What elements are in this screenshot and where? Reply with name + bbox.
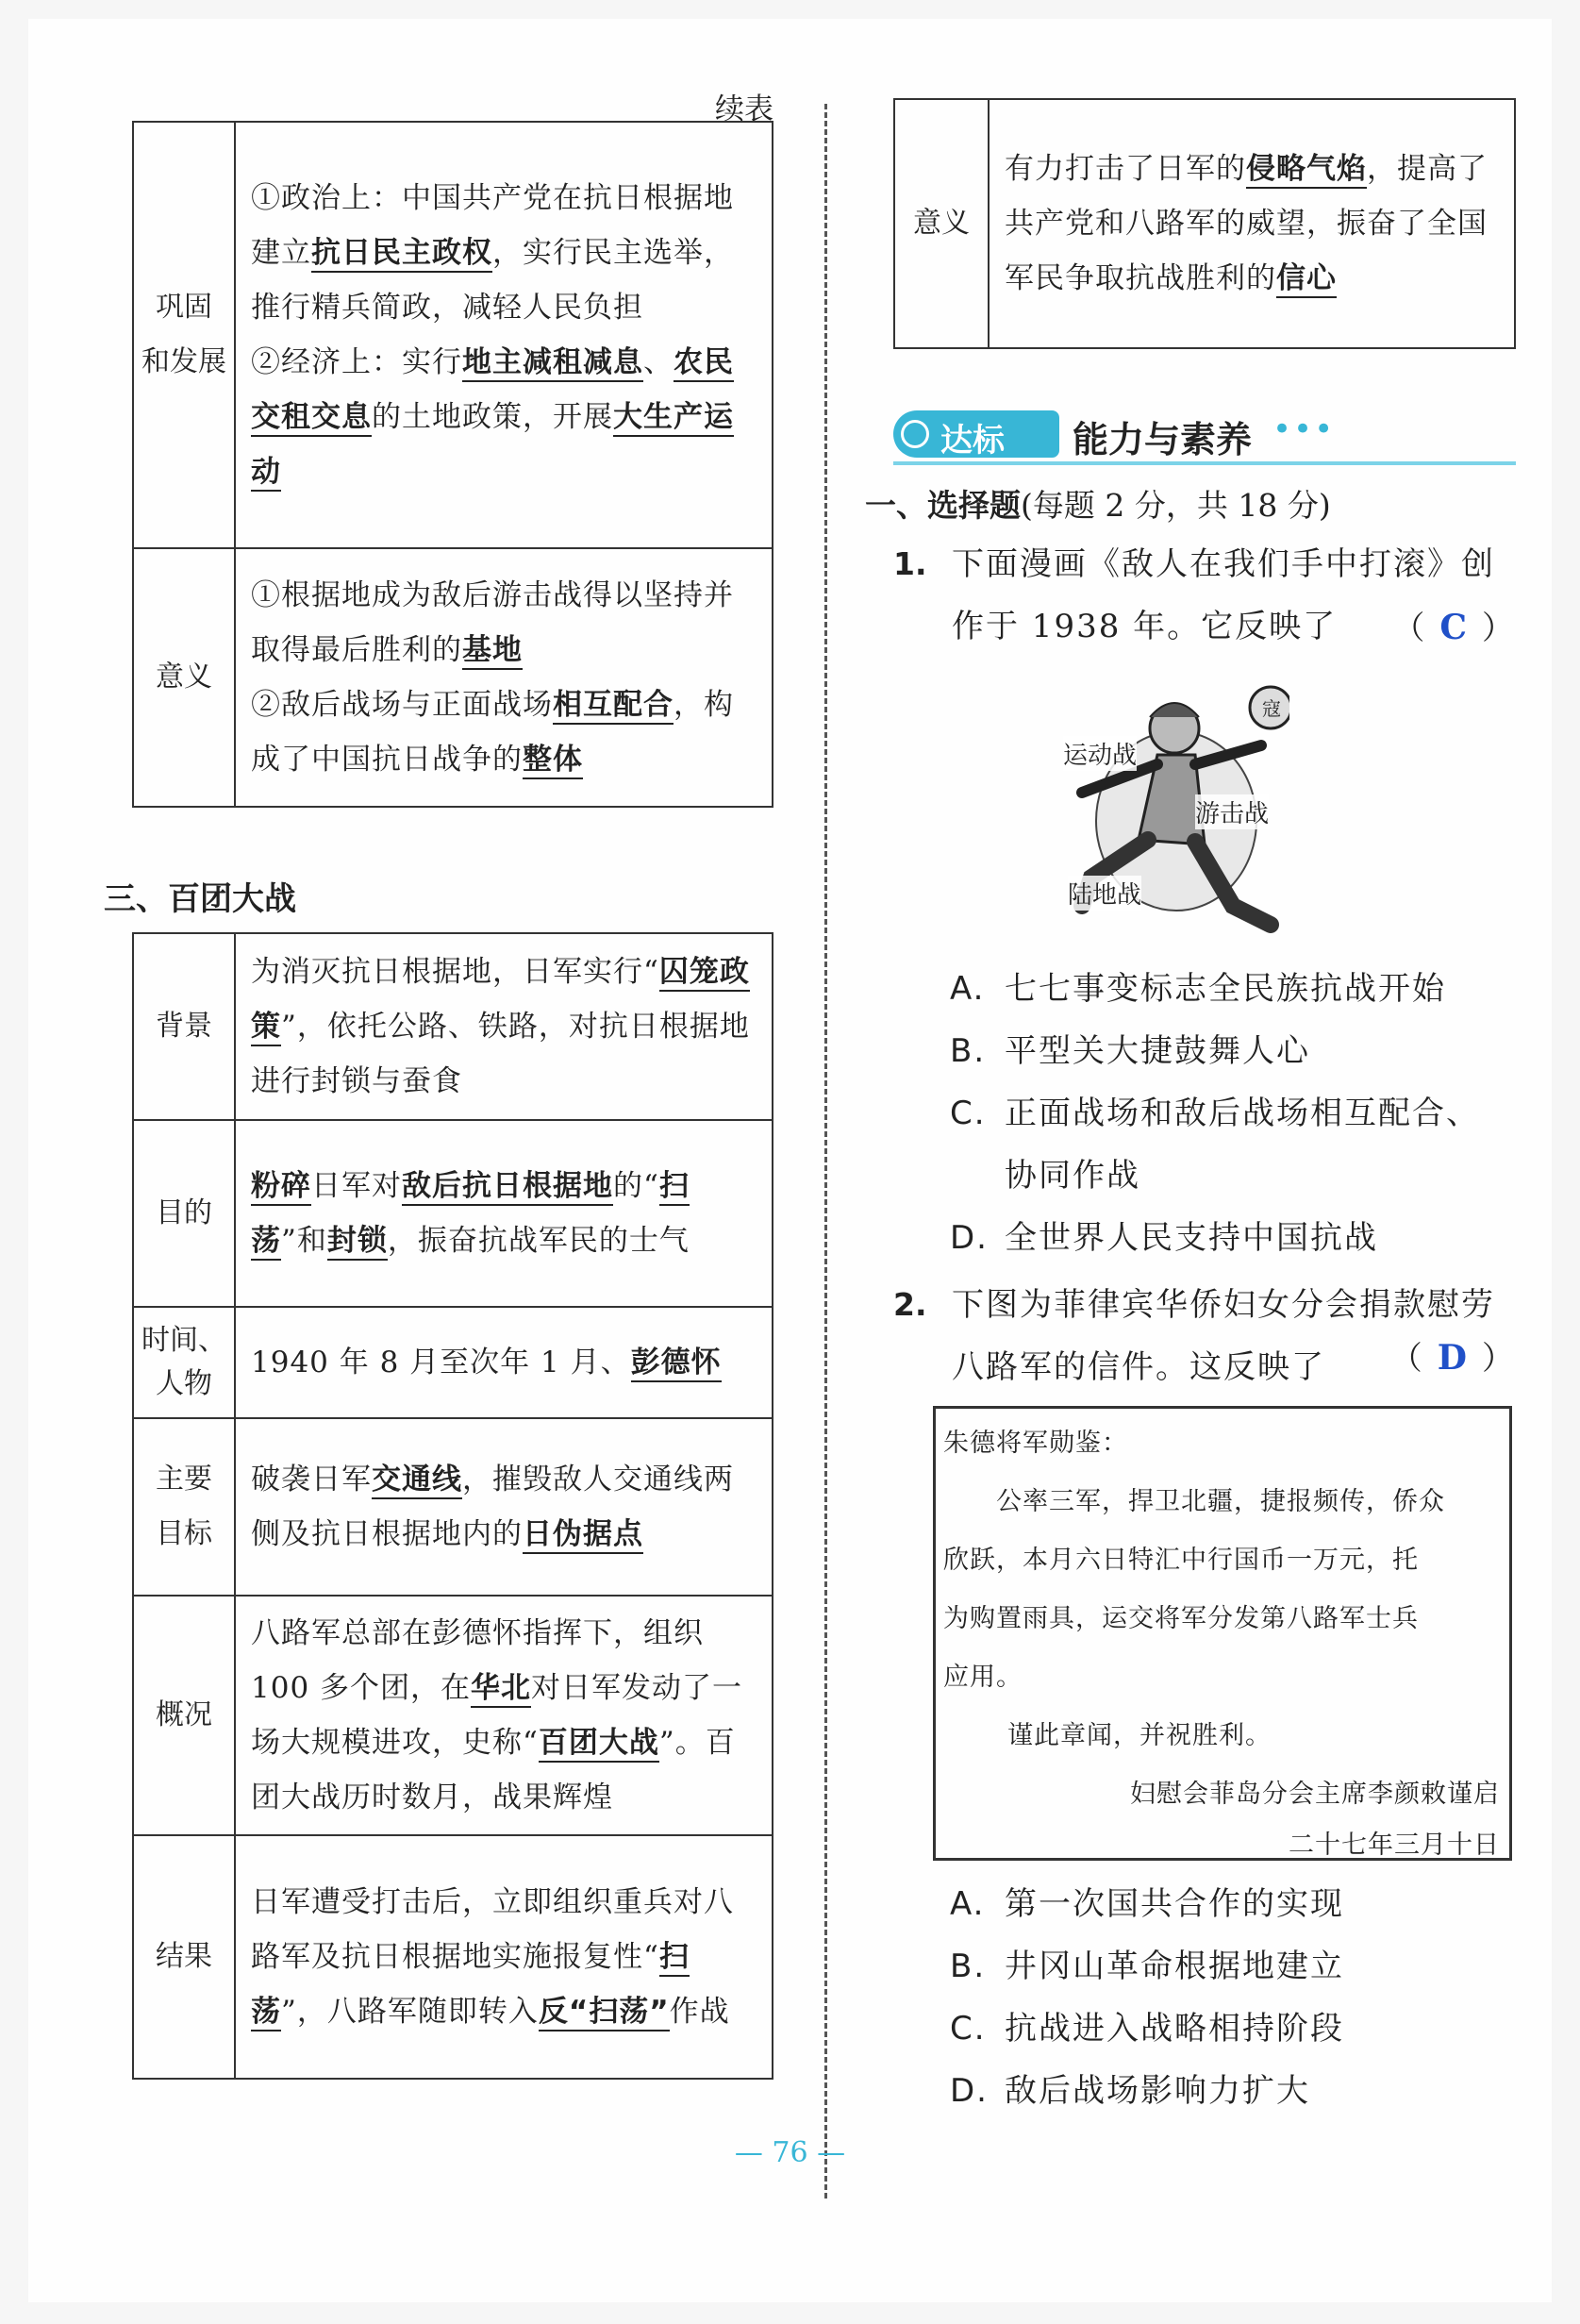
option-letter: D. [950, 1219, 989, 1257]
letter-image [933, 1406, 1512, 1861]
option-letter: C. [950, 2010, 987, 2048]
keyword: 彭德怀 [631, 1346, 722, 1382]
table-row [133, 1418, 773, 1596]
banner-underline [893, 461, 1516, 465]
question-text: 下面漫画《敌人在我们手中打滚》创作于 1938 年。它反映了 [952, 545, 1495, 645]
banner-title: 能力与素养 [1073, 419, 1253, 460]
row-header: 目的 [133, 1120, 235, 1307]
table-row [133, 1307, 773, 1418]
option-text: 协同作战 [1005, 1157, 1140, 1195]
column-divider [824, 104, 827, 2199]
text-segment: ②经济上：实行 [251, 345, 462, 379]
option-text: 敌后战场影响力扩大 [1005, 2072, 1310, 2110]
keyword: 敌后抗日根据地 [402, 1169, 613, 1206]
row-content-significance [235, 548, 773, 807]
text-segment: ，构成了中国抗日战争的 [251, 688, 734, 777]
cartoon-label: 陆地战 [1068, 876, 1141, 911]
target-icon [901, 420, 929, 448]
text-segment: ”和 [281, 1224, 327, 1258]
text-segment: ①政治上：中国共产党在抗日根据地建立 [251, 181, 734, 270]
option-letter: B. [950, 1948, 987, 1985]
row-header-consolidate: 巩固 和发展 [133, 122, 235, 548]
row-header: 概况 [133, 1596, 235, 1835]
option-letter: A. [950, 1885, 986, 1923]
row-header-significance: 意义 [133, 548, 235, 807]
keyword: 交通线 [372, 1463, 462, 1499]
table-row [133, 548, 773, 807]
option-letter: A. [950, 970, 986, 1008]
text-segment: 为消灭抗日根据地，日军实行“ [251, 955, 659, 989]
keyword: 农民交租交息 [251, 345, 734, 437]
section-title: 一、选择题 [865, 487, 1021, 524]
letter-line: 朱德将军勋鉴： [943, 1429, 1128, 1458]
text-segment: 作战 [669, 1995, 730, 2029]
row-header: 主要 目标 [133, 1418, 235, 1596]
keyword: 地主减租减息 [462, 345, 643, 382]
row-content [235, 1120, 773, 1307]
question-number: 2. [893, 1286, 927, 1323]
option-text: 抗战进入战略相持阶段 [1005, 2010, 1344, 2048]
keyword: 囚笼政策 [251, 955, 750, 1046]
question-number: 1. [893, 545, 927, 582]
answer-value: D [1437, 1338, 1469, 1378]
text-segment: 1940 年 8 月至次年 1 月、 [251, 1346, 631, 1379]
keyword: 扫荡 [251, 1940, 690, 2031]
text-segment: ”，依托公路、铁路，对抗日根据地进行封锁与蚕食 [251, 1010, 750, 1098]
keyword: 百团大战 [539, 1726, 659, 1763]
hundred-regiments-table [132, 932, 773, 2080]
section-banner [893, 409, 1516, 465]
option-a[interactable] [950, 962, 1446, 1009]
text-segment: ②敌后战场与正面战场 [251, 688, 553, 722]
text-segment: 日军对 [311, 1169, 402, 1203]
letter-line: 谨此章闻，并祝胜利。 [1007, 1721, 1272, 1750]
answer-bracket: （ D ） [1389, 1338, 1516, 1378]
keyword: 相互配合 [553, 688, 674, 725]
option-letter: B. [950, 1032, 987, 1070]
text-segment: 、 [643, 345, 674, 379]
option-text: 平型关大捷鼓舞人心 [1005, 1032, 1310, 1070]
row-content [235, 1835, 773, 2079]
text-segment: 对日军发动了一场大规模进攻，史称“ [251, 1671, 743, 1760]
letter-line: 应用。 [943, 1663, 1023, 1692]
svg-text:寇: 寇 [1262, 697, 1281, 720]
banner-badge [893, 410, 1059, 458]
significance-table [893, 98, 1516, 349]
answer-bracket: （ C ） [1392, 608, 1516, 647]
text-segment: ，摧毁敌人交通线两侧及抗日根据地内的 [251, 1463, 734, 1551]
keyword: 封锁 [327, 1224, 388, 1261]
row-content [235, 933, 773, 1120]
table-row [133, 1596, 773, 1835]
letter-line: 妇慰会菲岛分会主席李颜敕谨启 [1130, 1780, 1500, 1809]
banner-dots: ••• [1272, 410, 1336, 448]
left-column [104, 19, 773, 2189]
row-content [235, 1307, 773, 1418]
text-segment: ，振奋抗战军民的士气 [387, 1224, 690, 1258]
text-segment: 的土地政策，开展 [372, 400, 613, 434]
row-content-significance [989, 99, 1515, 348]
text-segment: 日军遭受打击后，立即组织重兵对八路军及抗日根据地实施报复性“ [251, 1885, 734, 1974]
workbook-page [28, 19, 1552, 2302]
table-row [133, 122, 773, 548]
option-a[interactable] [950, 1878, 1344, 1924]
option-c[interactable] [950, 1087, 1480, 1133]
keyword: 反“扫荡” [539, 1995, 670, 2031]
row-header: 结果 [133, 1835, 235, 2079]
cartoon-label: 运动战 [1063, 736, 1137, 771]
letter-line: 公率三军，捍卫北疆，捷报频传，侨众 [996, 1487, 1445, 1516]
option-text: 七七事变标志全民族抗战开始 [1005, 970, 1446, 1008]
cartoon-image [1063, 679, 1289, 948]
keyword: 粉碎 [251, 1169, 311, 1206]
text-segment: ①根据地成为敌后游击战得以坚持并取得最后胜利的 [251, 578, 734, 667]
table-row [133, 933, 773, 1120]
row-header: 时间、 人物 [133, 1307, 235, 1418]
keyword: 日伪据点 [523, 1517, 643, 1554]
option-letter: D. [950, 2072, 989, 2110]
continued-label: 续表 [715, 92, 773, 126]
table-row [133, 1835, 773, 2079]
option-text: 全世界人民支持中国抗战 [1005, 1219, 1378, 1257]
option-text: 第一次国共合作的实现 [1005, 1885, 1344, 1923]
letter-line: 二十七年三月十日 [1289, 1831, 1500, 1860]
letter-line: 欣跃，本月六日特汇中行国币一万元，托 [943, 1546, 1419, 1575]
option-c[interactable] [950, 2002, 1344, 2048]
row-content [235, 1418, 773, 1596]
right-column [865, 19, 1516, 2189]
option-b[interactable] [950, 1025, 1310, 1071]
text-segment: 的“ [613, 1169, 659, 1203]
keyword: 扫荡 [251, 1169, 690, 1261]
page-number: — 76 — [734, 2136, 846, 2169]
row-content-consolidate [235, 122, 773, 548]
keyword: 侵略气焰 [1246, 152, 1367, 189]
row-header: 背景 [133, 933, 235, 1120]
section-title-hundred-regiments: 三、百团大战 [104, 880, 296, 918]
keyword: 基地 [462, 633, 523, 670]
text-segment: ”，八路军随即转入 [281, 1995, 539, 2029]
option-b[interactable] [950, 1940, 1344, 1986]
row-header-significance: 意义 [894, 99, 989, 348]
option-c-continued [950, 1149, 1140, 1195]
keyword: 信心 [1276, 261, 1337, 298]
keyword: 抗日民主政权 [311, 236, 492, 273]
base-area-table [132, 121, 773, 808]
text-segment: ”。百团大战历时数月，战果辉煌 [251, 1726, 736, 1814]
keyword: 整体 [523, 743, 583, 779]
text-segment: 八路军总部在彭德怀指挥下，组织 100 多个团，在 [251, 1616, 704, 1705]
option-text: 井冈山革命根据地建立 [1005, 1948, 1344, 1985]
row-content [235, 1596, 773, 1835]
table-row [894, 99, 1515, 348]
question-text: 下图为菲律宾华侨妇女分会捐款慰劳八路军的信件。这反映了 [952, 1286, 1495, 1386]
keyword: 大生产运动 [251, 400, 734, 492]
table-row [133, 1120, 773, 1307]
letter-line: 为购置雨具，运交将军分发第八路军士兵 [943, 1604, 1419, 1633]
cartoon-label: 游击战 [1195, 794, 1269, 829]
banner-tag: 达标 [940, 422, 1005, 460]
text-segment: ，提高了共产党和八路军的威望，振奋了全国军民争取抗战胜利的 [1005, 152, 1488, 295]
section-note: (每题 2 分，共 18 分) [1021, 487, 1331, 524]
answer-value: C [1439, 608, 1469, 647]
keyword: 华北 [471, 1671, 531, 1708]
option-d[interactable] [950, 2065, 1310, 2111]
text-segment: ，实行民主选举，推行精兵简政，减轻人民负担 [251, 236, 734, 325]
text-segment: 破袭日军 [251, 1463, 372, 1496]
option-letter: C. [950, 1095, 987, 1132]
option-d[interactable] [950, 1212, 1378, 1258]
option-text: 正面战场和敌后战场相互配合、 [1005, 1095, 1480, 1132]
section-heading-choice [865, 481, 1331, 526]
text-segment: 有力打击了日军的 [1005, 152, 1246, 186]
